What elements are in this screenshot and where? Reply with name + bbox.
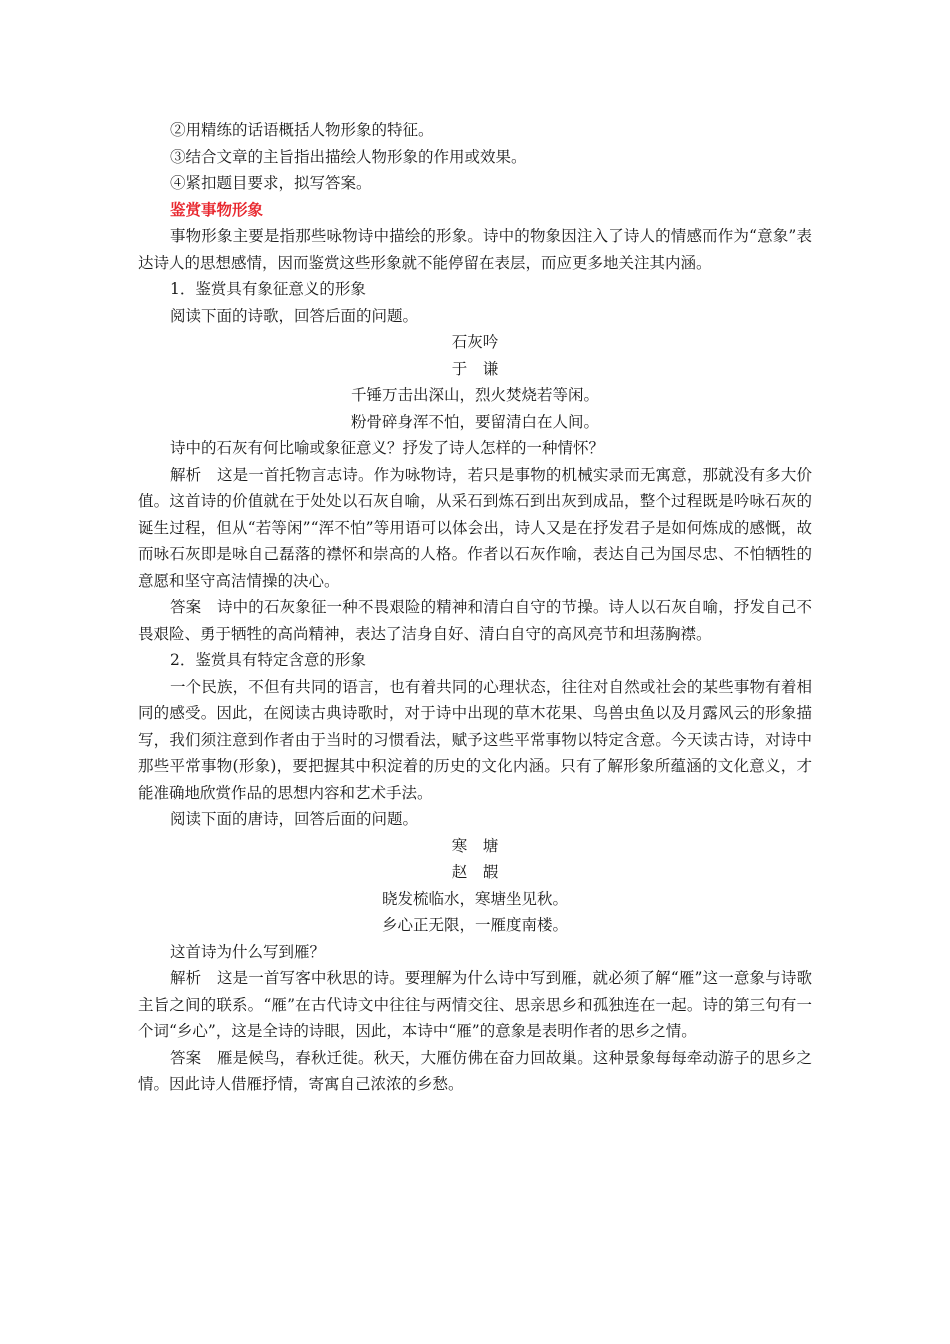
part1-question: 诗中的石灰有何比喻或象征意义？抒发了诗人怎样的一种情怀？ <box>170 439 605 457</box>
part2-prompt: 阅读下面的唐诗，回答后面的问题。 <box>170 810 419 828</box>
poem1-line-1: 千锤万击出深山，烈火焚烧若等闲。 <box>350 386 599 404</box>
part1-answer: 答案 诗中的石灰象征一种不畏艰险的精神和清白自守的节操。诗人以石灰自喻，抒发自己不畏艰险、勇于牺牲的高尚精神，表达了洁身自好、清白自守的高风亮节和坦荡胸襟。 <box>138 598 812 643</box>
part2-question: 这首诗为什么写到雁？ <box>170 942 326 961</box>
step-3: ③结合文章的主旨指出描绘人物形象的作用或效果。 <box>170 147 527 166</box>
section-heading: 鉴赏事物形象 <box>170 199 264 219</box>
part2-intro: 一个民族，不但有共同的语言，也有着共同的心理状态，往往对自然或社会的某些事物有着相同的感受。因此，在阅读古典诗歌时，对于诗中出现的草木花果、鸟兽虫鱼以及月露风云的形象描写，我们须注意到作者由于当时的习惯看法，赋予这些平常事物以特定含意。今天读古诗，对诗中那些平常事物(形象)，要把握其中积淀着的历史的文化内涵。只有了解形象所蕴涵的文化意义，才能准确地欣赏作品的思想内容和艺术手法。 <box>138 677 812 802</box>
poem2-title: 寒 塘 <box>451 836 499 855</box>
poem2-author: 赵 嘏 <box>451 863 499 881</box>
section-intro: 事物形象主要是指那些咏物诗中描绘的形象。诗中的物象因注入了诗人的情感而作为“意象”表达诗人的思想感情，因而鉴赏这些形象就不能停留在表层，而应更多地关注其内涵。 <box>138 227 812 272</box>
part2-title: 2．鉴赏具有特定含意的形象 <box>170 651 366 669</box>
part1-prompt: 阅读下面的诗歌，回答后面的问题。 <box>170 306 419 325</box>
poem2-line-1: 晓发梳临水，寒塘坐见秋。 <box>381 889 568 908</box>
poem1-line-2: 粉骨碎身浑不怕，要留清白在人间。 <box>350 412 599 431</box>
part1-analysis: 解析 这是一首托物言志诗。作为咏物诗，若只是事物的机械实录而无寓意，那就没有多大价值。这首诗的价值就在于处处以石灰自喻，从采石到炼石到出灰到成品，整个过程既是吟咏石灰的诞生过程，但从“若等闲”“浑不怕”等用语可以体会出，诗人又是在抒发君子是如何炼成的感慨，故而咏石灰即是咏自己磊落的襟怀和崇高的人格。作者以石灰作喻，表达自己为国尽忠、不怕牺牲的意愿和坚守高洁情操的决心。 <box>138 465 812 590</box>
part2-answer: 答案 雁是候鸟，春秋迁徙。秋天，大雁仿佛在奋力回故巢。这种景象每每牵动游子的思乡之情。因此诗人借雁抒情，寄寓自己浓浓的乡愁。 <box>138 1048 812 1093</box>
part2-analysis: 解析 这是一首写客中秋思的诗。要理解为什么诗中写到雁，就必须了解“雁”这一意象与诗歌主旨之间的联系。“雁”在古代诗文中往往与两情交往、思亲思乡和孤独连在一起。诗的第三句有一个词“乡心”，这是全诗的诗眼，因此，本诗中“雁”的意象是表明作者的思乡之情。 <box>138 969 812 1040</box>
step-4: ④紧扣题目要求，拟写答案。 <box>170 174 372 192</box>
poem1-author: 于 谦 <box>451 359 499 378</box>
part1-title: 1．鉴赏具有象征意义的形象 <box>170 280 366 298</box>
step-2: ②用精练的话语概括人物形象的特征。 <box>170 121 434 139</box>
document-body <box>138 117 812 1098</box>
poem2-line-2: 乡心正无限，一雁度南楼。 <box>381 916 568 934</box>
poem1-title: 石灰吟 <box>451 333 499 351</box>
